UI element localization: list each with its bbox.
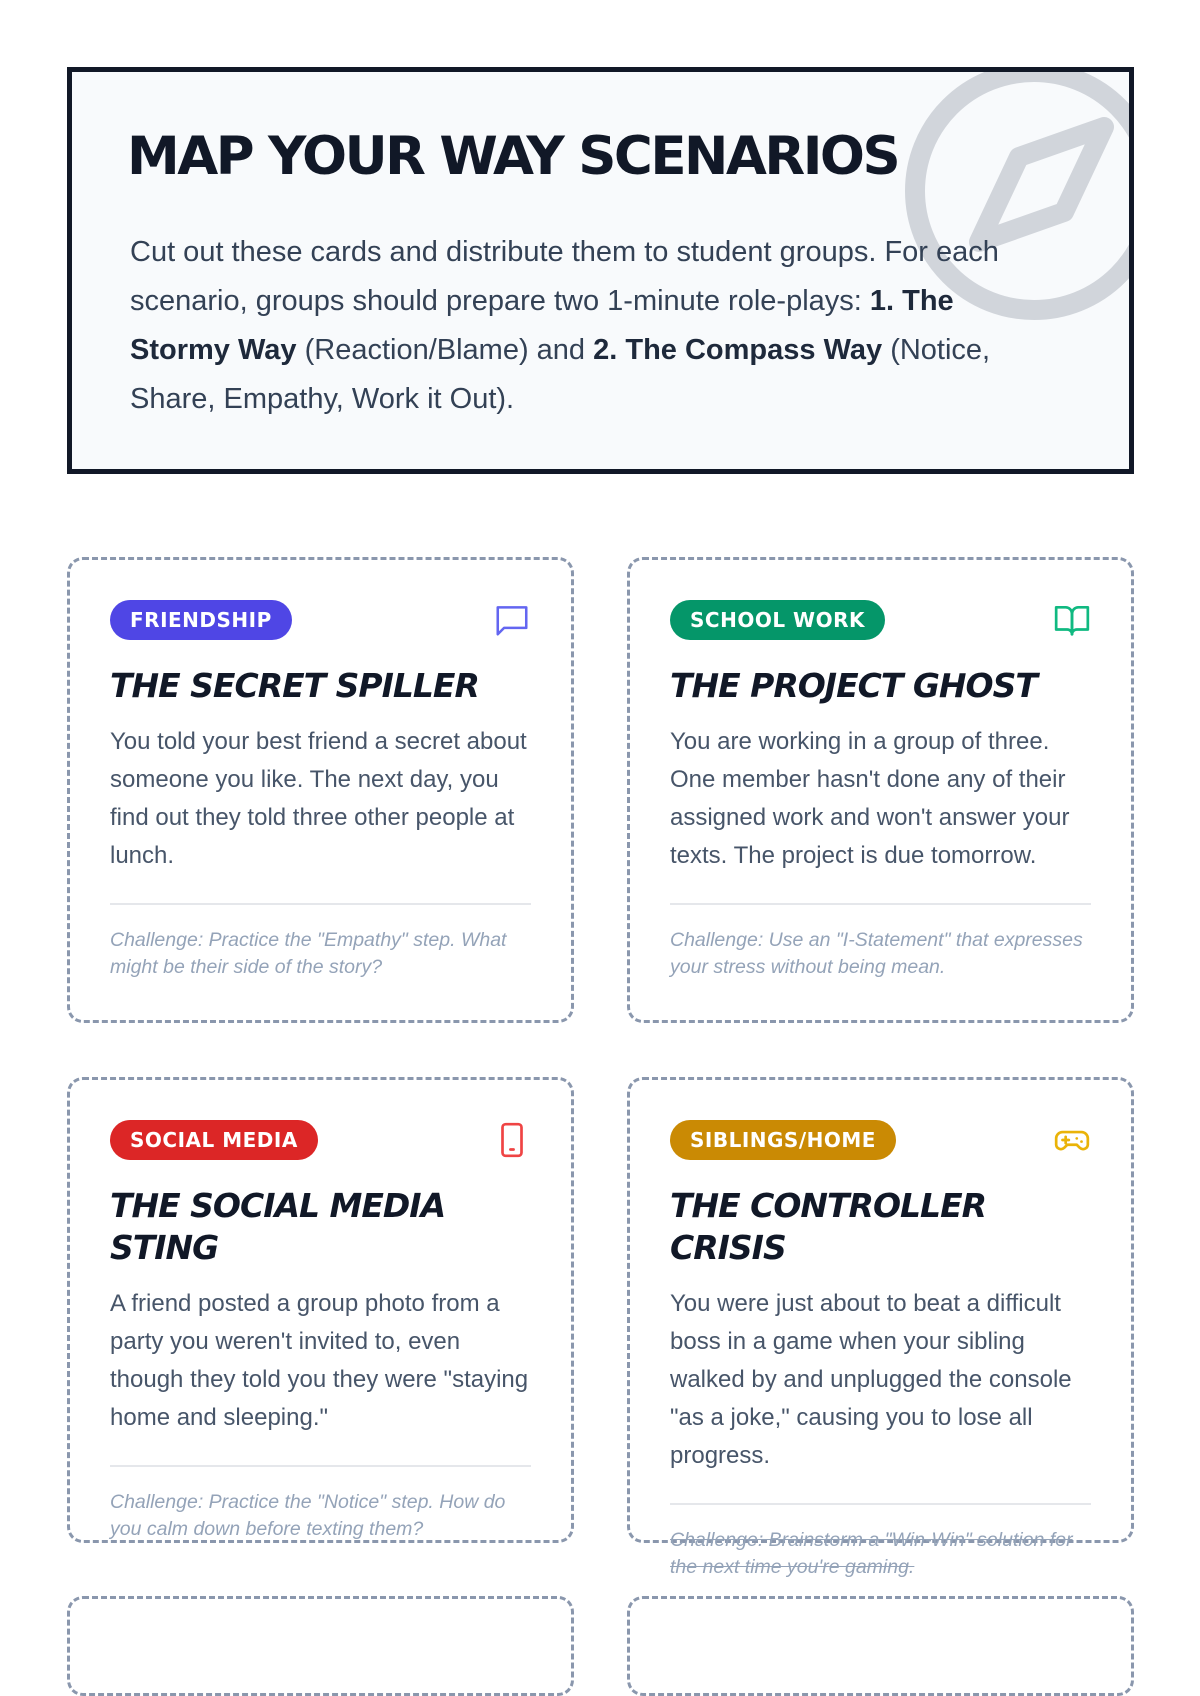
scenario-card-controller-crisis xyxy=(627,1077,1134,1578)
intro-stormy-way: 1. The Stormy Way xyxy=(130,285,954,366)
scenario-card-secret-spiller xyxy=(67,557,574,1023)
category-badge: SCHOOL WORK xyxy=(670,600,885,640)
scenario-card-project-ghost xyxy=(627,557,1134,1023)
card-title: THE PROJECT GHOST xyxy=(670,666,1037,705)
scenario-card-social-media-sting xyxy=(67,1077,574,1543)
category-badge: SOCIAL MEDIA xyxy=(110,1120,318,1160)
scenario-card-partial xyxy=(627,1596,1134,1696)
intro-text: (Notice, Share, Empathy, Work it Out). xyxy=(130,334,991,415)
card-title: THE SOCIAL MEDIA STING xyxy=(110,1186,446,1267)
card-challenge: Challenge: Practice the "Empathy" step. What might be their side of the story? xyxy=(110,929,507,978)
card-challenge: Challenge: Brainstorm a "Win-Win" solution for the next time you're gaming. xyxy=(670,1529,1073,1578)
chat-bubble-icon xyxy=(493,601,531,639)
card-challenge: Challenge: Use an "I-Statement" that expresses your stress without being mean. xyxy=(670,929,1083,978)
card-divider xyxy=(670,1503,1091,1505)
gamepad-icon xyxy=(1053,1121,1091,1159)
instructions-header xyxy=(67,67,1134,474)
card-description: A friend posted a group photo from a party you weren't invited to, even though they told you they were "staying home and sleeping." xyxy=(110,1290,529,1431)
category-badge: SIBLINGS/HOME xyxy=(670,1120,896,1160)
intro-text: Cut out these cards and distribute them to student groups. For each scenario, groups should prepare two 1-minute role-plays: xyxy=(130,236,999,317)
card-title: THE SECRET SPILLER xyxy=(110,666,479,705)
card-description: You told your best friend a secret about someone you like. The next day, you find out they told three other people at lunch. xyxy=(110,728,527,869)
category-badge: FRIENDSHIP xyxy=(110,600,292,640)
intro-text: (Reaction/Blame) and xyxy=(296,334,594,366)
card-description: You were just about to beat a difficult boss in a game when your sibling walked by and unplugged the console "as a joke," causing you to lose all progress. xyxy=(670,1290,1072,1469)
intro-compass-way: 2. The Compass Way xyxy=(593,334,883,366)
phone-icon xyxy=(493,1121,531,1159)
scenario-card-partial xyxy=(67,1596,574,1696)
card-title: THE CONTROLLER CRISIS xyxy=(670,1186,987,1267)
card-divider xyxy=(670,903,1091,905)
card-challenge: Challenge: Practice the "Notice" step. How do you calm down before texting them? xyxy=(110,1491,506,1540)
card-description: You are working in a group of three. One member hasn't done any of their assigned work and won't answer your texts. The project is due tomorrow. xyxy=(670,728,1070,869)
open-book-icon xyxy=(1053,601,1091,639)
page-title: MAP YOUR WAY SCENARIOS xyxy=(127,126,899,187)
card-divider xyxy=(110,903,531,905)
card-divider xyxy=(110,1465,531,1467)
intro-paragraph xyxy=(130,228,1060,424)
